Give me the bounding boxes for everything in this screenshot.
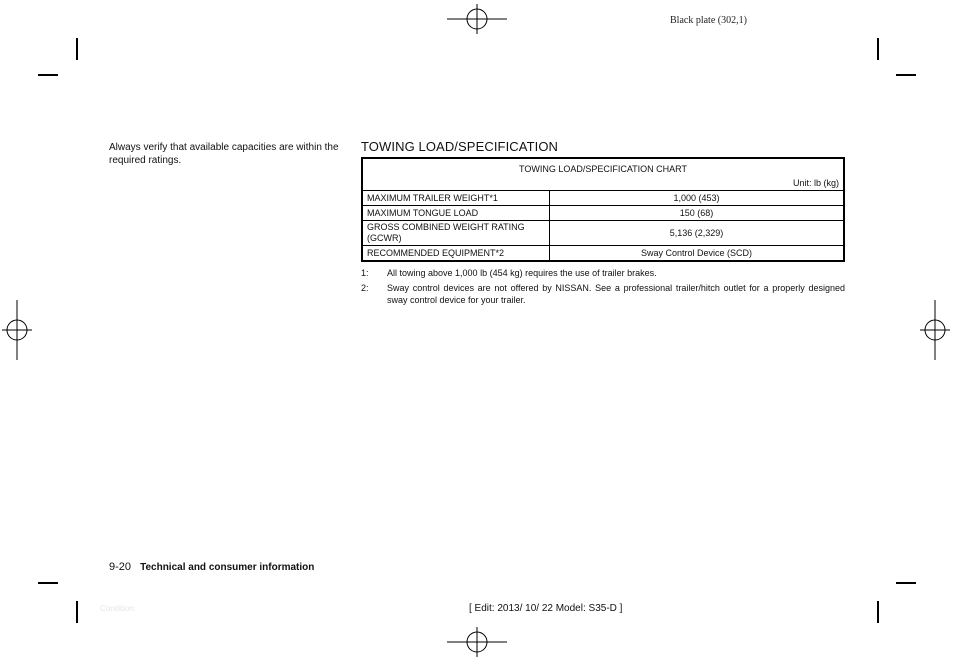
table-row xyxy=(362,206,844,221)
section-heading: TOWING LOAD/SPECIFICATION xyxy=(361,139,559,154)
crop-mark xyxy=(877,601,879,623)
footnote-number: 1: xyxy=(361,268,369,278)
chapter-title: Technical and consumer information xyxy=(140,562,315,573)
row-value: 5,136 (2,329) xyxy=(550,221,845,246)
footnote-text: Sway control devices are not offered by NISSAN. See a professional trailer/hitch outlet for a properly designed sway control device for your trailer. xyxy=(387,283,845,305)
towing-spec-table xyxy=(361,157,845,262)
row-label: GROSS COMBINED WEIGHT RATING (GCWR) xyxy=(362,221,550,246)
row-value: 150 (68) xyxy=(550,206,845,221)
crop-mark xyxy=(877,38,879,60)
footnote-number: 2: xyxy=(361,283,369,293)
row-value: Sway Control Device (SCD) xyxy=(550,246,845,262)
row-label: MAXIMUM TONGUE LOAD xyxy=(362,206,550,221)
edit-info: [ Edit: 2013/ 10/ 22 Model: S35-D ] xyxy=(469,603,623,614)
capacity-note: Always verify that available capacities are within the required ratings. xyxy=(109,142,339,166)
registration-mark-right xyxy=(920,300,950,360)
crop-mark xyxy=(38,582,58,584)
crop-mark xyxy=(896,582,916,584)
footnote xyxy=(361,267,845,279)
footnote xyxy=(361,282,845,306)
crop-mark xyxy=(76,601,78,623)
table-row xyxy=(362,246,844,262)
condition-label: Condition: xyxy=(100,604,137,613)
row-value: 1,000 (453) xyxy=(550,191,845,206)
registration-mark-left xyxy=(2,300,32,360)
table-row xyxy=(362,191,844,206)
page-footer xyxy=(109,561,314,573)
registration-mark-bottom xyxy=(447,627,507,657)
registration-mark-top xyxy=(447,4,507,34)
row-label: MAXIMUM TRAILER WEIGHT*1 xyxy=(362,191,550,206)
table-row xyxy=(362,221,844,246)
plate-label: Black plate (302,1) xyxy=(670,15,747,26)
crop-mark xyxy=(76,38,78,60)
table-title: TOWING LOAD/SPECIFICATION CHART xyxy=(362,158,844,177)
page-number: 9-20 xyxy=(109,561,132,573)
footnote-text: All towing above 1,000 lb (454 kg) requires the use of trailer brakes. xyxy=(387,268,657,278)
crop-mark xyxy=(38,74,58,76)
crop-mark xyxy=(896,74,916,76)
table-unit: Unit: lb (kg) xyxy=(362,177,844,191)
footnotes xyxy=(361,267,845,309)
row-label: RECOMMENDED EQUIPMENT*2 xyxy=(362,246,550,262)
